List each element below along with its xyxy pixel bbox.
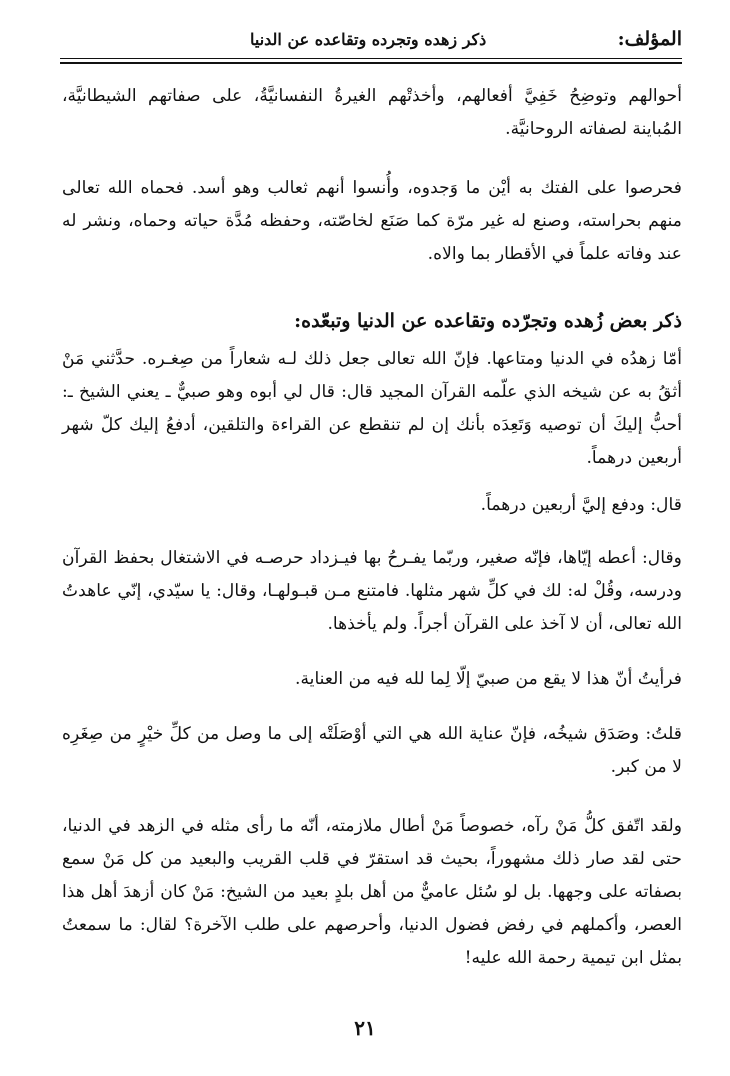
header-rule-thick: [60, 62, 682, 64]
header-rule-thin: [60, 58, 682, 59]
paragraph-7: قلتُ: وصَدَق شيخُه، فإنّ عناية الله هي التي أوْصَلَتْه إلى ما وصل من كلِّ خيْرٍ من صِغَرِه لا من كبر.: [62, 724, 682, 777]
paragraph-6: فرأيتُ أنّ هذا لا يقع من صبيّ إلّا لِما لله فيه من العناية.: [294, 669, 682, 689]
paragraph-4: قال: ودفع إليَّ أربعين درهماً.: [480, 495, 682, 515]
paragraph-8: ولقد اتّفق كلُّ مَنْ رآه، خصوصاً مَنْ أطال ملازمته، أنّه ما رأى مثله في الزهد في الدنيا، حتى لقد صار ذلك مشهوراً، بحيث قد استقرّ في قلب القريب والبعيد من كل مَنْ سمع بصفاته على وجهها. بل لو سُئل عاميٌّ من أهل بلدٍ بعيد من الشيخ: مَنْ كان أزهدَ أهل هذا العصر، وأكملهم في رفض فضول الدنيا، وأحرصهم على طلب الآخرة؟ لقال: ما سمعتُ بمثل ابن تيمية رحمة الله عليه!: [62, 816, 682, 968]
paragraph-2: فحرصوا على الفتك به أيْن ما وَجدوه، وأُنسوا أنهم ثعالب وهو أسد. فحماه الله تعالى منهم بحراسته، وصنع له غير مرّة كما صَنَع لخاصّته، وحفظه مُدَّة حياته وحماه، ونشر له عند وفاته علماً في الأقطار بما والاه.: [62, 178, 682, 264]
running-header: [60, 22, 682, 56]
page-body: [62, 80, 682, 975]
paragraph-5: وقال: أعطه إيّاها، فإنّه صغير، وربّما يفـرحُ بها فيـزداد حرصـه في الاشتغال بحفظ القرآن ودرسه، وقُلْ له: لك في كلِّ شهر مثلها. فامتنع مـن قبـولهـا، وقال: يا سيّدي، إنّي عاهدتُ الله تعالى، أن لا آخذ على القرآن أجراً. ولم يأخذها.: [62, 548, 682, 634]
paragraph-3: أمّا زهدُه في الدنيا ومتاعها. فإنّ الله تعالى جعل ذلك لـه شعاراً من صِغـره. حدَّثني مَنْ أثقُ به عن شيخه الذي علّمه القرآن المجيد قال: قال لي أبوه وهو صبيٌّ ـ يعني الشيخ ـ: أحبُّ إليكَ أن توصيه وَتَعِدَه بأنك إن لم تنقطع عن القراءة والتلقين، أدفعُ إليك كلّ شهر أربعين درهماً.: [62, 349, 682, 468]
page-number: ٢١: [354, 1016, 376, 1040]
paragraph-1: أحوالهم وتوضِحُ خَفِيَّ أفعالهم، وأخذتْهم الغيرةُ النفسانيَّةُ، على صفاتهم الشيطانيَّة، المُباينة لصفاته الروحانيَّة.: [62, 86, 682, 139]
header-author-label: المؤلف:: [617, 28, 682, 50]
section-heading: ذكر بعض زُهده وتجرّده وتقاعده عن الدنيا وتبعّده:: [294, 310, 682, 332]
header-chapter-title: ذكر زهده وتجرده وتقاعده عن الدنيا: [250, 29, 487, 49]
